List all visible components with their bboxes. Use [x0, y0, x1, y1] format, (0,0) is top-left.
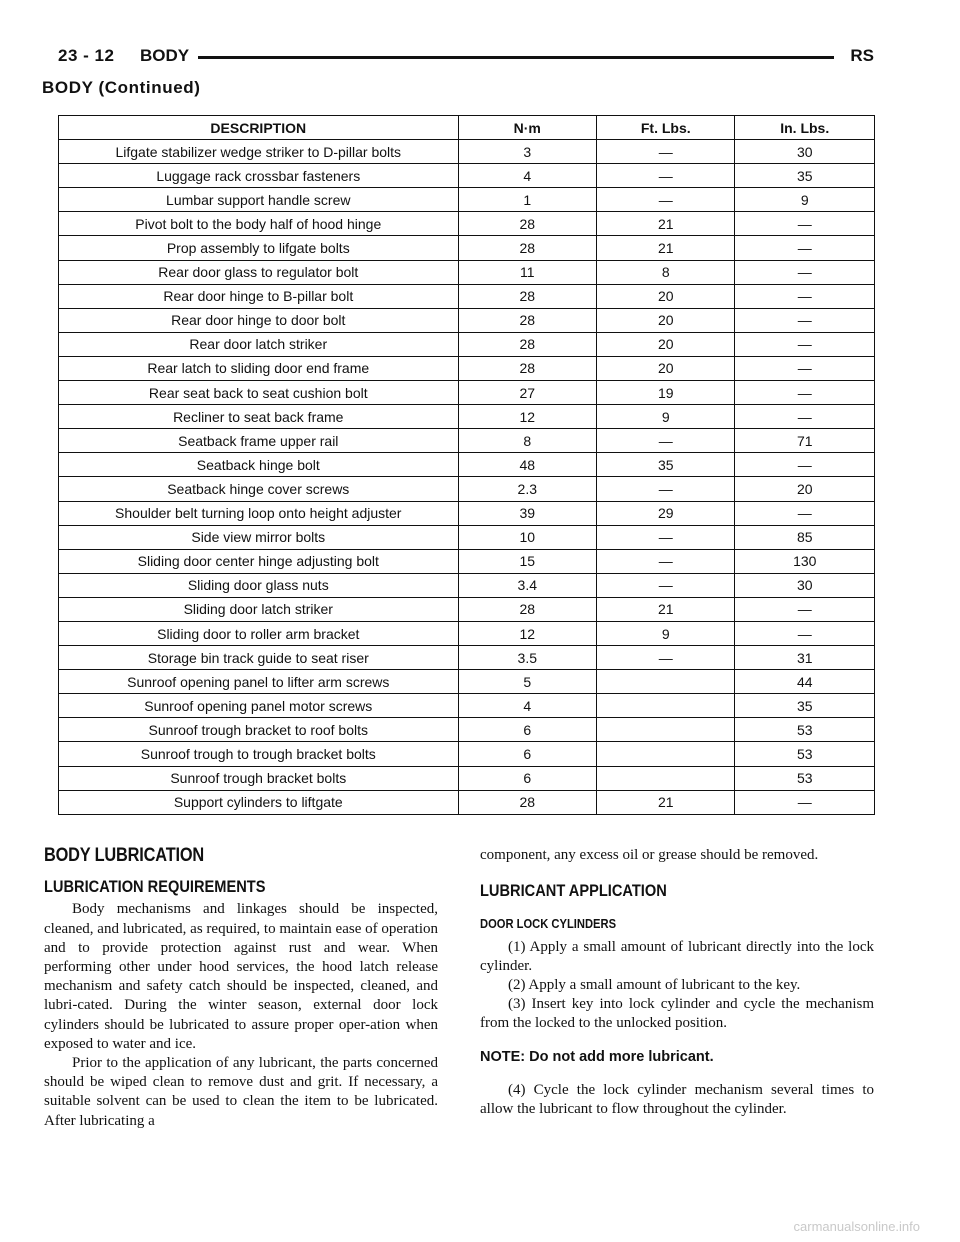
table-cell: 28: [458, 790, 596, 814]
table-cell: Storage bin track guide to seat riser: [59, 646, 459, 670]
table-cell: Sunroof trough to trough bracket bolts: [59, 742, 459, 766]
section-title: BODY LUBRICATION: [44, 845, 205, 866]
table-cell: —: [597, 477, 735, 501]
table-cell: 4: [458, 694, 596, 718]
paragraph: component, any excess oil or grease should be removed.: [480, 847, 819, 863]
table-cell: 35: [735, 694, 875, 718]
table-cell: 6: [458, 766, 596, 790]
step: (3) Insert key into lock cylinder and cycle the mechanism from the locked to the unlocked position.: [480, 996, 874, 1032]
table-cell: 21: [597, 790, 735, 814]
table-cell: [597, 694, 735, 718]
table-cell: —: [735, 381, 875, 405]
table-cell: —: [735, 597, 875, 621]
table-cell: Rear latch to sliding door end frame: [59, 356, 459, 380]
table-cell: 4: [458, 164, 596, 188]
table-cell: —: [597, 188, 735, 212]
table-cell: Side view mirror bolts: [59, 525, 459, 549]
table-cell: 8: [458, 429, 596, 453]
table-cell: 85: [735, 525, 875, 549]
table-cell: —: [597, 573, 735, 597]
table-cell: 20: [597, 356, 735, 380]
table-cell: —: [597, 549, 735, 573]
table-cell: [597, 766, 735, 790]
table-row: [59, 646, 875, 670]
page-number: 23 - 12: [58, 46, 115, 65]
table-row: [59, 742, 875, 766]
table-cell: 28: [458, 597, 596, 621]
continued-title: BODY (Continued): [42, 78, 201, 97]
note: NOTE: Do not add more lubricant.: [480, 1048, 714, 1065]
table-cell: 8: [597, 260, 735, 284]
table-cell: 31: [735, 646, 875, 670]
table-cell: 29: [597, 501, 735, 525]
table-cell: 28: [458, 236, 596, 260]
table-cell: 3.5: [458, 646, 596, 670]
table-cell: Rear door glass to regulator bolt: [59, 260, 459, 284]
table-cell: Sunroof trough bracket bolts: [59, 766, 459, 790]
table-cell: 20: [597, 308, 735, 332]
table-cell: Rear door hinge to B-pillar bolt: [59, 284, 459, 308]
table-cell: Sliding door latch striker: [59, 597, 459, 621]
table-row: [59, 573, 875, 597]
table-cell: —: [597, 646, 735, 670]
table-cell: 53: [735, 742, 875, 766]
table-cell: —: [735, 260, 875, 284]
table-cell: 5: [458, 670, 596, 694]
table-cell: 3.4: [458, 573, 596, 597]
table-cell: —: [735, 405, 875, 429]
table-cell: 39: [458, 501, 596, 525]
table-cell: 30: [735, 140, 875, 164]
table-row: [59, 718, 875, 742]
table-cell: —: [735, 501, 875, 525]
header-rule: [198, 56, 834, 59]
table-cell: Lifgate stabilizer wedge striker to D-pillar bolts: [59, 140, 459, 164]
step: (2) Apply a small amount of lubricant to the key.: [508, 977, 801, 994]
table-cell: 30: [735, 573, 875, 597]
table-row: [59, 356, 875, 380]
paragraph: Prior to the application of any lubricant, the parts concerned should be wiped clean to remove dust and grit. If necessary, a suitable solvent can be used to clean the item to be lubricated. After lubricating a: [44, 1055, 438, 1129]
table-row: [59, 670, 875, 694]
table-cell: 19: [597, 381, 735, 405]
table-cell: 53: [735, 766, 875, 790]
table-cell: Seatback hinge cover screws: [59, 477, 459, 501]
table-cell: Sunroof trough bracket to roof bolts: [59, 718, 459, 742]
table-cell: Luggage rack crossbar fasteners: [59, 164, 459, 188]
table-cell: 130: [735, 549, 875, 573]
table-cell: —: [597, 429, 735, 453]
table-row: [59, 212, 875, 236]
table-cell: Rear door hinge to door bolt: [59, 308, 459, 332]
subsection-title: LUBRICATION REQUIREMENTS: [44, 877, 266, 897]
table-cell: 20: [597, 332, 735, 356]
table-cell: 28: [458, 332, 596, 356]
table-cell: Seatback hinge bolt: [59, 453, 459, 477]
table-cell: 48: [458, 453, 596, 477]
table-row: [59, 694, 875, 718]
table-cell: 9: [597, 621, 735, 645]
table-row: [59, 236, 875, 260]
table-row: [59, 260, 875, 284]
table-row: [59, 284, 875, 308]
table-cell: —: [735, 212, 875, 236]
table-cell: —: [735, 356, 875, 380]
table-cell: 35: [735, 164, 875, 188]
table-cell: —: [735, 308, 875, 332]
right-column: [480, 846, 874, 1119]
table-cell: 27: [458, 381, 596, 405]
table-cell: 20: [597, 284, 735, 308]
table-cell: Sunroof opening panel to lifter arm screws: [59, 670, 459, 694]
table-cell: 3: [458, 140, 596, 164]
table-body: [59, 140, 875, 815]
table-row: [59, 477, 875, 501]
table-cell: —: [597, 140, 735, 164]
table-row: [59, 188, 875, 212]
section-name: BODY: [140, 46, 190, 65]
table-cell: 28: [458, 308, 596, 332]
table-cell: Sliding door center hinge adjusting bolt: [59, 549, 459, 573]
table-cell: 6: [458, 742, 596, 766]
table-cell: 9: [597, 405, 735, 429]
left-column: [44, 846, 438, 1131]
table-cell: 20: [735, 477, 875, 501]
table-cell: 9: [735, 188, 875, 212]
table-cell: Rear door latch striker: [59, 332, 459, 356]
table-cell: —: [735, 790, 875, 814]
table-cell: Prop assembly to lifgate bolts: [59, 236, 459, 260]
table-cell: Sliding door to roller arm bracket: [59, 621, 459, 645]
table-row: [59, 405, 875, 429]
minor-title: DOOR LOCK CYLINDERS: [480, 916, 617, 932]
table-cell: 21: [597, 212, 735, 236]
table-cell: 15: [458, 549, 596, 573]
table-row: [59, 140, 875, 164]
table-cell: —: [735, 236, 875, 260]
table-row: [59, 429, 875, 453]
table-row: [59, 381, 875, 405]
table-cell: 21: [597, 597, 735, 621]
table-cell: 28: [458, 356, 596, 380]
step: (1) Apply a small amount of lubricant directly into the lock cylinder.: [480, 938, 874, 974]
table-cell: 12: [458, 621, 596, 645]
table-cell: 71: [735, 429, 875, 453]
table-cell: 6: [458, 718, 596, 742]
table-row: [59, 332, 875, 356]
table-row: [59, 621, 875, 645]
table-cell: 12: [458, 405, 596, 429]
table-row: [59, 501, 875, 525]
table-header-row: [59, 116, 875, 140]
subsection-title: LUBRICANT APPLICATION: [480, 881, 667, 901]
table-cell: Rear seat back to seat cushion bolt: [59, 381, 459, 405]
table-row: [59, 164, 875, 188]
table-cell: Pivot bolt to the body half of hood hinge: [59, 212, 459, 236]
table-row: [59, 453, 875, 477]
table-cell: 1: [458, 188, 596, 212]
column-header: Ft. Lbs.: [597, 116, 735, 140]
table-row: [59, 790, 875, 814]
step: (4) Cycle the lock cylinder mechanism several times to allow the lubricant to flow throughout the cylinder.: [480, 1081, 874, 1118]
table-cell: Seatback frame upper rail: [59, 429, 459, 453]
table-cell: 21: [597, 236, 735, 260]
table-cell: [597, 670, 735, 694]
table-cell: Shoulder belt turning loop onto height adjuster: [59, 501, 459, 525]
table-cell: 28: [458, 212, 596, 236]
table-cell: 44: [735, 670, 875, 694]
table-cell: —: [597, 525, 735, 549]
column-header: In. Lbs.: [735, 116, 875, 140]
model-code: RS: [850, 46, 874, 65]
table-cell: Recliner to seat back frame: [59, 405, 459, 429]
table-cell: 53: [735, 718, 875, 742]
column-header: DESCRIPTION: [59, 116, 459, 140]
table-cell: [597, 718, 735, 742]
table-row: [59, 308, 875, 332]
table-row: [59, 597, 875, 621]
table-cell: Sliding door glass nuts: [59, 573, 459, 597]
table-cell: 28: [458, 284, 596, 308]
torque-spec-table: [58, 115, 875, 815]
table-cell: —: [597, 164, 735, 188]
table-row: [59, 525, 875, 549]
table-cell: —: [735, 284, 875, 308]
table-cell: —: [735, 621, 875, 645]
table-cell: 2.3: [458, 477, 596, 501]
watermark: carmanualsonline.info: [793, 1219, 920, 1234]
table-cell: Support cylinders to liftgate: [59, 790, 459, 814]
table-cell: —: [735, 453, 875, 477]
table-row: [59, 766, 875, 790]
table-cell: Sunroof opening panel motor screws: [59, 694, 459, 718]
table-cell: 35: [597, 453, 735, 477]
column-header: N·m: [458, 116, 596, 140]
table-cell: —: [735, 332, 875, 356]
table-row: [59, 549, 875, 573]
table-cell: [597, 742, 735, 766]
page-header: [58, 46, 874, 72]
paragraph: Body mechanisms and linkages should be inspected, cleaned, and lubricated, as required, to maintain ease of operation and to provide protection against rust and wear. When performing other under hood services, the hood latch release mechanism and safety catch should be inspected, cleaned, and lubri-cated. During the winter season, external door lock cylinders should be lubricated to assure proper oper-ation when exposed to water and ice.: [44, 901, 438, 1052]
table-cell: Lumbar support handle screw: [59, 188, 459, 212]
table-cell: 10: [458, 525, 596, 549]
table-cell: 11: [458, 260, 596, 284]
